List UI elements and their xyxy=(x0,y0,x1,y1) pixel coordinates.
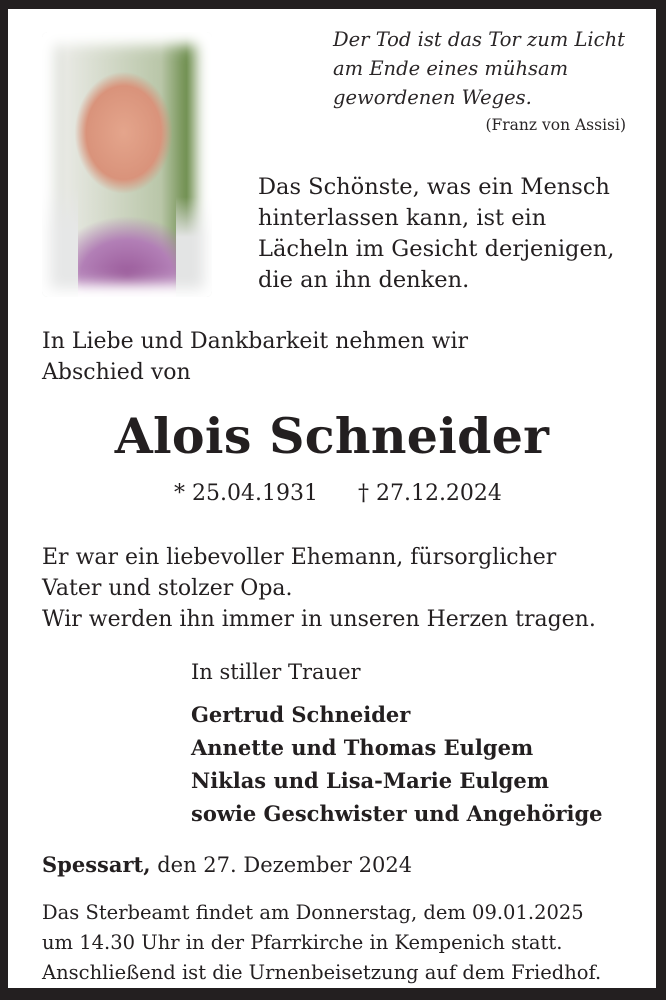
saying-line: Lächeln im Gesicht derjenigen, xyxy=(258,236,615,262)
birth-date: * 25.04.1931 xyxy=(174,481,318,506)
obituary-card xyxy=(8,9,656,988)
service-info xyxy=(42,898,601,988)
tribute-line: Er war ein liebevoller Ehemann, fürsorglicher xyxy=(42,545,557,570)
intro-line: Abschied von xyxy=(42,360,191,385)
deceased-name: Alois Schneider xyxy=(114,407,550,465)
death-date: † 27.12.2024 xyxy=(357,481,502,506)
place: Spessart, xyxy=(42,852,151,877)
farewell-intro xyxy=(42,326,468,388)
intro-line: In Liebe und Dankbarkeit nehmen wir xyxy=(42,329,469,354)
life-dates xyxy=(174,481,502,506)
mourner-name: sowie Geschwister und Angehörige xyxy=(191,801,603,826)
quote-line: gewordenen Weges. xyxy=(333,86,532,109)
service-line: Das Sterbeamt findet am Donnerstag, dem 09.01.2025 xyxy=(42,901,584,924)
quote-line: am Ende eines mühsam xyxy=(333,57,569,80)
service-line: um 14.30 Uhr in der Pfarrkirche in Kempenich statt. xyxy=(42,931,563,954)
date: den 27. Dezember 2024 xyxy=(150,853,413,877)
mourning-label: In stiller Trauer xyxy=(191,660,361,684)
saying-line: hinterlassen kann, ist ein xyxy=(258,205,547,231)
mourners-list xyxy=(191,698,603,830)
photo-vignette xyxy=(42,32,212,297)
saying-line: die an ihn denken. xyxy=(258,267,470,293)
mourner-name: Niklas und Lisa-Marie Eulgem xyxy=(191,768,549,793)
mourner-name: Gertrud Schneider xyxy=(191,702,411,727)
mourner-name: Annette und Thomas Eulgem xyxy=(191,735,534,760)
tribute-text xyxy=(42,542,596,635)
tribute-line: Wir werden ihn immer in unseren Herzen tragen. xyxy=(42,607,596,632)
tribute-line: Vater und stolzer Opa. xyxy=(42,576,293,601)
saying xyxy=(258,172,614,296)
service-line: Anschließend ist die Urnenbeisetzung auf dem Friedhof. xyxy=(42,961,602,984)
quote xyxy=(333,25,625,112)
saying-line: Das Schönste, was ein Mensch xyxy=(258,174,610,200)
quote-line: Der Tod ist das Tor zum Licht xyxy=(333,28,625,51)
quote-author: (Franz von Assisi) xyxy=(485,116,626,134)
place-and-date xyxy=(42,852,412,877)
portrait-photo xyxy=(42,32,212,297)
